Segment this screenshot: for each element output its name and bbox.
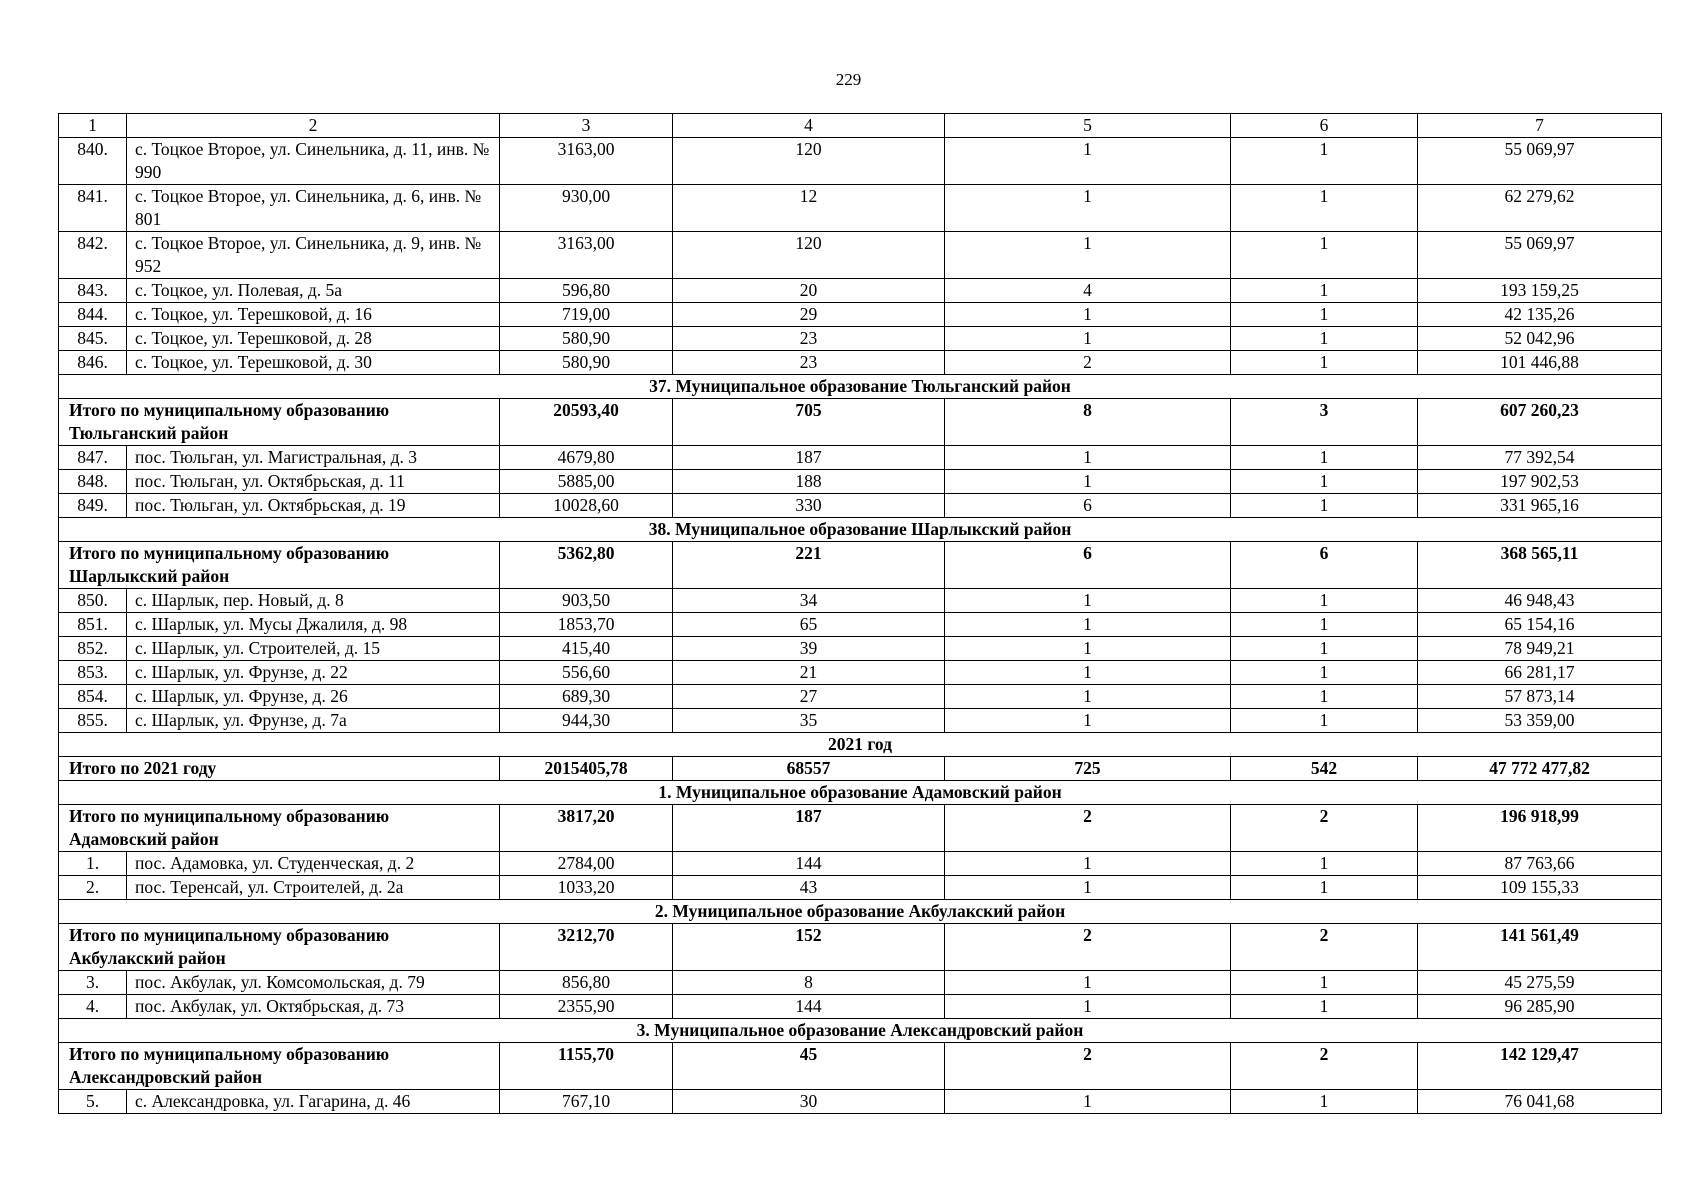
row-number: 852. [59,637,127,661]
residents: 23 [673,351,945,375]
table-row [59,279,1662,303]
address: пос. Адамовка, ул. Студенческая, д. 2 [127,852,500,876]
register-table [58,113,1662,1114]
area: 3212,70 [500,924,673,971]
area: 2355,90 [500,995,673,1019]
count-b: 1 [1231,327,1418,351]
total-row [59,757,1662,781]
residents: 30 [673,1090,945,1114]
address: с. Тоцкое, ул. Терешковой, д. 16 [127,303,500,327]
amount: 55 069,97 [1418,232,1662,279]
amount: 55 069,97 [1418,138,1662,185]
row-number: 843. [59,279,127,303]
count-a: 1 [945,446,1231,470]
section-row [59,900,1662,924]
residents: 187 [673,446,945,470]
row-number: 842. [59,232,127,279]
count-a: 2 [945,805,1231,852]
count-b: 1 [1231,709,1418,733]
count-b: 1 [1231,185,1418,232]
area: 556,60 [500,661,673,685]
area: 5362,80 [500,542,673,589]
table-row [59,351,1662,375]
table-row [59,685,1662,709]
amount: 368 565,11 [1418,542,1662,589]
amount: 45 275,59 [1418,971,1662,995]
residents: 188 [673,470,945,494]
area: 580,90 [500,351,673,375]
table-row [59,661,1662,685]
row-number: 848. [59,470,127,494]
amount: 46 948,43 [1418,589,1662,613]
area: 719,00 [500,303,673,327]
residents: 144 [673,852,945,876]
address: с. Александровка, ул. Гагарина, д. 46 [127,1090,500,1114]
row-number: 840. [59,138,127,185]
count-b: 1 [1231,685,1418,709]
area: 944,30 [500,709,673,733]
residents: 34 [673,589,945,613]
count-a: 4 [945,279,1231,303]
count-a: 2 [945,924,1231,971]
table-row [59,589,1662,613]
address: с. Тоцкое Второе, ул. Синельника, д. 6, инв. № 801 [127,185,500,232]
table-row [59,876,1662,900]
section-title: 3. Муниципальное образование Александровский район [59,1019,1662,1043]
count-b: 1 [1231,876,1418,900]
section-row [59,518,1662,542]
count-a: 1 [945,589,1231,613]
amount: 53 359,00 [1418,709,1662,733]
count-a: 6 [945,494,1231,518]
amount: 101 446,88 [1418,351,1662,375]
address: с. Тоцкое Второе, ул. Синельника, д. 11, инв. № 990 [127,138,500,185]
residents: 120 [673,232,945,279]
area: 903,50 [500,589,673,613]
amount: 109 155,33 [1418,876,1662,900]
total-label: Итого по муниципальному образованию Адамовский район [59,805,500,852]
area: 1853,70 [500,613,673,637]
count-b: 1 [1231,613,1418,637]
table-row [59,470,1662,494]
row-number: 5. [59,1090,127,1114]
residents: 187 [673,805,945,852]
area: 1155,70 [500,1043,673,1090]
amount: 96 285,90 [1418,995,1662,1019]
area: 767,10 [500,1090,673,1114]
residents: 8 [673,971,945,995]
table-row [59,852,1662,876]
row-number: 845. [59,327,127,351]
residents: 45 [673,1043,945,1090]
residents: 29 [673,303,945,327]
residents: 65 [673,613,945,637]
column-number: 1 [59,114,127,138]
count-b: 1 [1231,351,1418,375]
total-row [59,805,1662,852]
address: с. Тоцкое Второе, ул. Синельника, д. 9, инв. № 952 [127,232,500,279]
count-b: 1 [1231,589,1418,613]
amount: 66 281,17 [1418,661,1662,685]
address: с. Тоцкое, ул. Терешковой, д. 30 [127,351,500,375]
count-a: 1 [945,971,1231,995]
area: 20593,40 [500,399,673,446]
amount: 193 159,25 [1418,279,1662,303]
column-number: 6 [1231,114,1418,138]
total-row [59,924,1662,971]
column-number: 3 [500,114,673,138]
table-row [59,232,1662,279]
area: 5885,00 [500,470,673,494]
count-b: 1 [1231,446,1418,470]
amount: 196 918,99 [1418,805,1662,852]
amount: 57 873,14 [1418,685,1662,709]
row-number: 841. [59,185,127,232]
amount: 142 129,47 [1418,1043,1662,1090]
amount: 141 561,49 [1418,924,1662,971]
count-a: 1 [945,303,1231,327]
table-row [59,971,1662,995]
count-a: 1 [945,232,1231,279]
table-row [59,303,1662,327]
area: 4679,80 [500,446,673,470]
table-row [59,494,1662,518]
amount: 77 392,54 [1418,446,1662,470]
count-b: 1 [1231,138,1418,185]
area: 596,80 [500,279,673,303]
address: пос. Акбулак, ул. Октябрьская, д. 73 [127,995,500,1019]
table-row [59,637,1662,661]
amount: 331 965,16 [1418,494,1662,518]
column-number-row [59,114,1662,138]
section-title: 38. Муниципальное образование Шарлыкский район [59,518,1662,542]
area: 3817,20 [500,805,673,852]
register-body [59,114,1662,1114]
count-a: 1 [945,470,1231,494]
row-number: 854. [59,685,127,709]
area: 10028,60 [500,494,673,518]
table-row [59,995,1662,1019]
count-b: 542 [1231,757,1418,781]
count-a: 2 [945,351,1231,375]
section-row [59,733,1662,757]
row-number: 850. [59,589,127,613]
area: 856,80 [500,971,673,995]
count-a: 1 [945,637,1231,661]
table-row [59,185,1662,232]
count-b: 1 [1231,971,1418,995]
column-number: 4 [673,114,945,138]
address: пос. Теренсай, ул. Строителей, д. 2а [127,876,500,900]
count-b: 1 [1231,232,1418,279]
area: 415,40 [500,637,673,661]
residents: 705 [673,399,945,446]
total-row [59,399,1662,446]
address: с. Шарлык, ул. Фрунзе, д. 7а [127,709,500,733]
section-title: 2021 год [59,733,1662,757]
residents: 330 [673,494,945,518]
count-b: 6 [1231,542,1418,589]
table-row [59,613,1662,637]
count-b: 1 [1231,279,1418,303]
amount: 197 902,53 [1418,470,1662,494]
count-b: 1 [1231,1090,1418,1114]
count-a: 1 [945,661,1231,685]
section-title: 2. Муниципальное образование Акбулакский район [59,900,1662,924]
residents: 35 [673,709,945,733]
row-number: 3. [59,971,127,995]
count-a: 1 [945,613,1231,637]
row-number: 1. [59,852,127,876]
row-number: 847. [59,446,127,470]
address: с. Шарлык, ул. Строителей, д. 15 [127,637,500,661]
count-b: 1 [1231,303,1418,327]
table-row [59,709,1662,733]
section-row [59,1019,1662,1043]
amount: 42 135,26 [1418,303,1662,327]
row-number: 851. [59,613,127,637]
residents: 221 [673,542,945,589]
total-label: Итого по муниципальному образованию Акбулакский район [59,924,500,971]
address: с. Шарлык, ул. Мусы Джалиля, д. 98 [127,613,500,637]
area: 3163,00 [500,232,673,279]
count-b: 3 [1231,399,1418,446]
total-row [59,542,1662,589]
total-label: Итого по муниципальному образованию Александровский район [59,1043,500,1090]
count-a: 1 [945,138,1231,185]
residents: 21 [673,661,945,685]
row-number: 4. [59,995,127,1019]
count-b: 1 [1231,470,1418,494]
row-number: 855. [59,709,127,733]
area: 930,00 [500,185,673,232]
area: 3163,00 [500,138,673,185]
section-row [59,375,1662,399]
residents: 12 [673,185,945,232]
amount: 47 772 477,82 [1418,757,1662,781]
address: пос. Тюльган, ул. Магистральная, д. 3 [127,446,500,470]
count-a: 2 [945,1043,1231,1090]
row-number: 853. [59,661,127,685]
table-row [59,138,1662,185]
residents: 144 [673,995,945,1019]
residents: 120 [673,138,945,185]
address: с. Шарлык, ул. Фрунзе, д. 26 [127,685,500,709]
address: с. Тоцкое, ул. Полевая, д. 5а [127,279,500,303]
total-label: Итого по муниципальному образованию Шарлыкский район [59,542,500,589]
address: с. Шарлык, пер. Новый, д. 8 [127,589,500,613]
address: с. Тоцкое, ул. Терешковой, д. 28 [127,327,500,351]
residents: 27 [673,685,945,709]
residents: 43 [673,876,945,900]
area: 580,90 [500,327,673,351]
row-number: 849. [59,494,127,518]
residents: 68557 [673,757,945,781]
count-b: 2 [1231,1043,1418,1090]
address: с. Шарлык, ул. Фрунзе, д. 22 [127,661,500,685]
column-number: 7 [1418,114,1662,138]
count-a: 1 [945,995,1231,1019]
count-a: 1 [945,852,1231,876]
count-a: 1 [945,685,1231,709]
column-number: 2 [127,114,500,138]
residents: 152 [673,924,945,971]
area: 2784,00 [500,852,673,876]
address: пос. Тюльган, ул. Октябрьская, д. 11 [127,470,500,494]
amount: 87 763,66 [1418,852,1662,876]
area: 2015405,78 [500,757,673,781]
column-number: 5 [945,114,1231,138]
amount: 78 949,21 [1418,637,1662,661]
total-row [59,1043,1662,1090]
count-b: 1 [1231,637,1418,661]
count-a: 1 [945,1090,1231,1114]
count-a: 6 [945,542,1231,589]
area: 689,30 [500,685,673,709]
count-b: 1 [1231,661,1418,685]
count-b: 1 [1231,494,1418,518]
table-row [59,446,1662,470]
count-b: 2 [1231,805,1418,852]
count-b: 1 [1231,852,1418,876]
count-a: 1 [945,876,1231,900]
row-number: 844. [59,303,127,327]
count-b: 1 [1231,995,1418,1019]
count-a: 725 [945,757,1231,781]
address: пос. Акбулак, ул. Комсомольская, д. 79 [127,971,500,995]
count-a: 1 [945,709,1231,733]
page-number: 229 [835,70,862,89]
total-label: Итого по 2021 году [59,757,500,781]
table-row [59,1090,1662,1114]
count-a: 1 [945,327,1231,351]
row-number: 846. [59,351,127,375]
amount: 76 041,68 [1418,1090,1662,1114]
row-number: 2. [59,876,127,900]
residents: 39 [673,637,945,661]
count-a: 8 [945,399,1231,446]
amount: 52 042,96 [1418,327,1662,351]
total-label: Итого по муниципальному образованию Тюльганский район [59,399,500,446]
section-title: 1. Муниципальное образование Адамовский район [59,781,1662,805]
count-b: 2 [1231,924,1418,971]
address: пос. Тюльган, ул. Октябрьская, д. 19 [127,494,500,518]
section-title: 37. Муниципальное образование Тюльганский район [59,375,1662,399]
section-row [59,781,1662,805]
amount: 65 154,16 [1418,613,1662,637]
amount: 607 260,23 [1418,399,1662,446]
residents: 20 [673,279,945,303]
count-a: 1 [945,185,1231,232]
table-row [59,327,1662,351]
residents: 23 [673,327,945,351]
area: 1033,20 [500,876,673,900]
amount: 62 279,62 [1418,185,1662,232]
